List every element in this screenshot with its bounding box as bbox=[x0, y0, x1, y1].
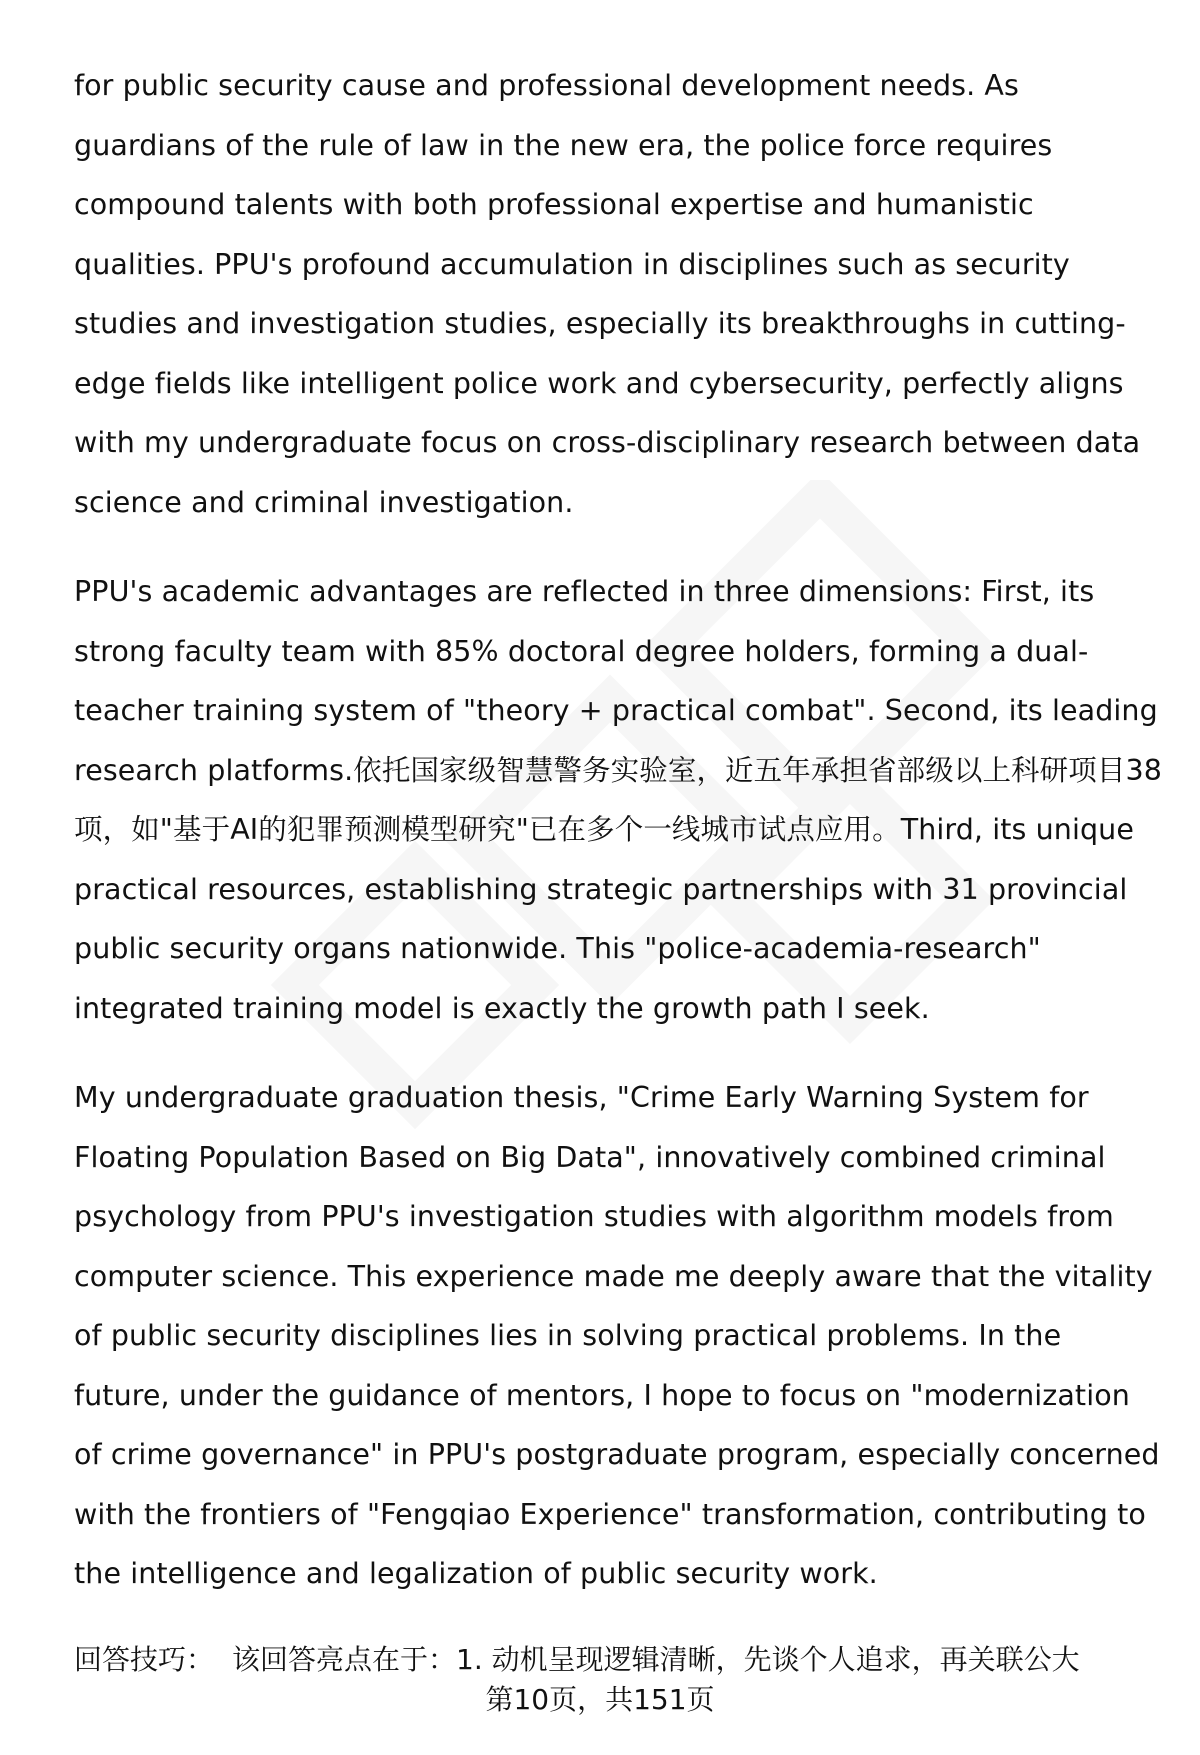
answer-tip-text: 该回答亮点在于：1. 动机呈现逻辑清晰，先谈个人追求，再关联公大 bbox=[232, 1643, 1080, 1676]
answer-tip bbox=[74, 1642, 1164, 1678]
page-number: 第10页，共151页 bbox=[485, 1683, 715, 1716]
paragraph-3: My undergraduate graduation thesis, "Crime Early Warning System for Floating Population Based on Big Data", innovatively combined criminal psychology from PPU's investigation studies with algorithm models from computer science. This experience made me deeply aware that the vitality of public security disciplines lies in solving practical problems. In the future, under the guidance of mentors, I hope to focus on "modernization of crime governance" in PPU's postgraduate program, especially concerned with the frontiers of "Fengqiao Experience" transformation, contributing to the intelligence and legalization of public security work. bbox=[74, 1081, 1160, 1590]
answer-tip-label: 回答技巧： bbox=[74, 1643, 215, 1676]
paragraph-2: PPU's academic advantages are reflected in three dimensions: First, its strong faculty team with 85% doctoral degree holders, forming a dual-teacher training system of "theory + practical combat". Second, its leading research platforms.依托国家级智慧警务实验室，近五年承担省部级以上科研项目38项，如"基于AI的犯罪预测模型研究"已在多个一线城市试点应用。Third, its unique practical resources, establishing strategic partnerships with 31 provincial public security organs nationwide. This "police-academia-research" integrated training model is exactly the growth path I seek. bbox=[74, 575, 1162, 1025]
paragraph-1: for public security cause and professional development needs. As guardians of the rule of law in the new era, the police force requires compound talents with both professional expertise and humanistic qualities. PPU's profound accumulation in disciplines such as security studies and investigation studies, especially its breakthroughs in cutting-edge fields like intelligent police work and cybersecurity, perfectly aligns with my undergraduate focus on cross-disciplinary research between data science and criminal investigation. bbox=[74, 69, 1141, 519]
document-body bbox=[74, 56, 1164, 1634]
